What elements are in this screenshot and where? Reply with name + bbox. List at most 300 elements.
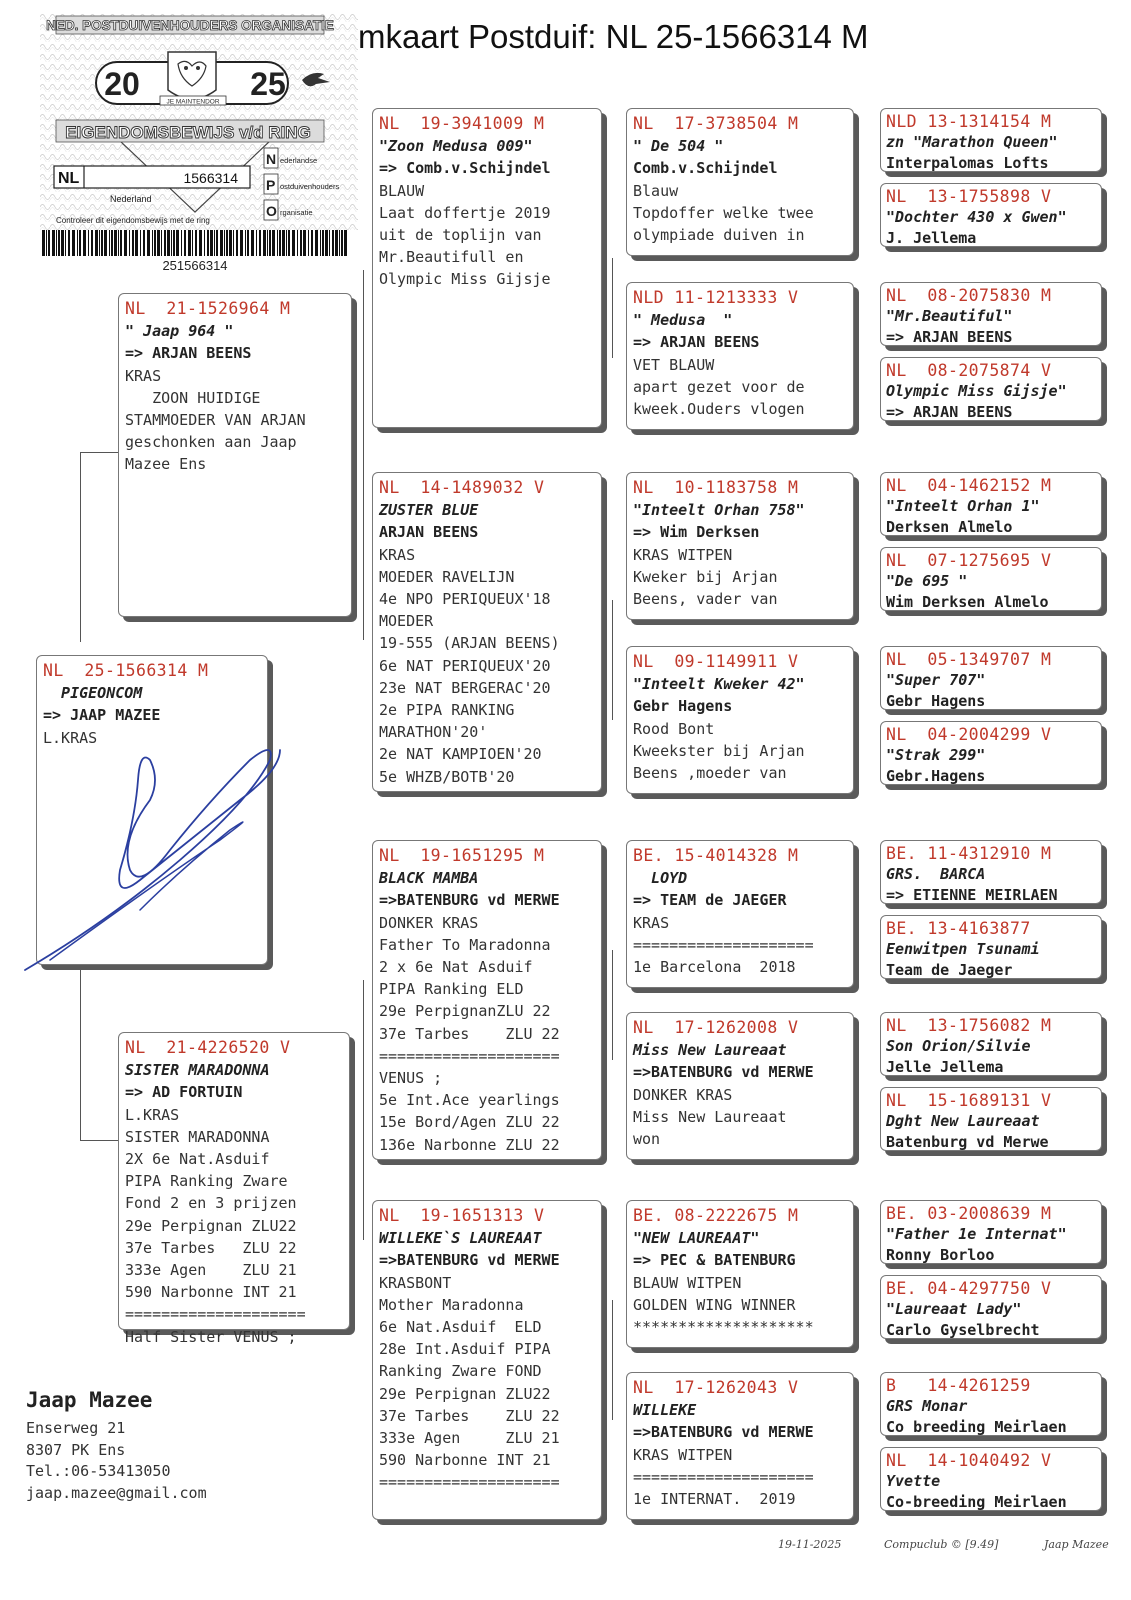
- pigeon-note: Miss New Laureaat: [633, 1107, 787, 1126]
- pigeon-card-fff: [626, 108, 854, 256]
- pigeon-owner: => PEC & BATENBURG: [633, 1251, 796, 1270]
- pigeon-owner: => ARJAN BEENS: [633, 333, 760, 352]
- npo-n-text: ederlandse: [280, 156, 318, 165]
- owner-city: 8307 PK Ens: [26, 1440, 126, 1459]
- barcode-bar: [332, 230, 334, 256]
- pigeon-owner: Wim Derksen Almelo: [886, 593, 1049, 611]
- pigeon-note: ====================: [633, 1467, 814, 1486]
- connector-mother-parents: [363, 980, 364, 1240]
- barcode-bar: [216, 230, 218, 256]
- pigeon-owner: Jelle Jellema: [886, 1058, 1004, 1076]
- barcode: [42, 230, 347, 256]
- pigeon-pigeon-name: "De 695 ": [886, 572, 968, 590]
- page-title: mkaart Postduif: NL 25-1566314 M: [358, 18, 869, 55]
- pigeon-pigeon-name: "Inteelt Orhan 758": [633, 501, 805, 520]
- barcode-bar: [303, 230, 306, 256]
- ring-country: NL: [58, 170, 80, 187]
- pigeon-pigeon-name: " De 504 ": [633, 137, 724, 156]
- pigeon-note: VET BLAUW: [633, 355, 715, 374]
- pigeon-card-mmm: [626, 1372, 854, 1520]
- barcode-bar: [325, 230, 328, 256]
- barcode-bar: [118, 230, 119, 256]
- pigeon-note: Rood Bont: [633, 719, 715, 738]
- barcode-bar: [288, 230, 290, 256]
- npo-o-text: rganisatie: [280, 208, 313, 217]
- pigeon-card-g7: [880, 646, 1102, 710]
- barcode-bar: [199, 230, 202, 256]
- pigeon-ring-number: NL 13-1756082 M: [886, 1016, 1052, 1035]
- pigeon-ring-number: NL 17-1262043 V: [633, 1378, 799, 1397]
- pigeon-owner: => ARJAN BEENS: [886, 403, 1013, 421]
- barcode-bar: [341, 230, 343, 256]
- connector-fm-parents: [612, 600, 613, 720]
- barcode-bar: [259, 230, 261, 256]
- pigeon-pigeon-name: "NEW LAUREAAT": [633, 1229, 760, 1248]
- owner-name: Jaap Mazee: [26, 1388, 153, 1412]
- connector-mother: [80, 1140, 118, 1141]
- pigeon-pigeon-name: SISTER MARADONNA: [125, 1061, 270, 1080]
- pigeon-pigeon-name: Son Orion/Silvie: [886, 1037, 1031, 1055]
- pigeon-owner: Ronny Borloo: [886, 1246, 995, 1264]
- signature: [20, 720, 380, 980]
- barcode-bar: [154, 230, 156, 256]
- pigeon-note: MOEDER RAVELIJN: [379, 567, 515, 586]
- pigeon-note: SISTER MARADONNA: [125, 1127, 270, 1146]
- pigeon-note: KRAS WITPEN: [633, 1445, 733, 1464]
- footer-date: 19-11-2025: [778, 1538, 842, 1551]
- pigeon-note: L.KRAS: [125, 1105, 180, 1124]
- pigeon-pigeon-name: "Inteelt Kweker 42": [633, 675, 805, 694]
- pigeon-pigeon-name: ZUSTER BLUE: [379, 501, 479, 520]
- pigeon-card-mfm: [626, 1012, 854, 1160]
- pigeon-note: ********************: [633, 1318, 814, 1337]
- pigeon-note: 29e Perpignan ZLU22: [379, 1384, 551, 1403]
- barcode-bar: [204, 230, 205, 256]
- pigeon-ring-number: NLD 11-1213333 V: [633, 288, 799, 307]
- pigeon-card-mmf: [626, 1200, 854, 1348]
- pigeon-note: KRAS: [633, 913, 670, 932]
- barcode-bar: [48, 230, 50, 256]
- pigeon-card-g14: [880, 1275, 1102, 1339]
- barcode-bar: [129, 230, 130, 256]
- svg-text:N: N: [266, 151, 277, 167]
- barcode-bar: [109, 230, 110, 256]
- pigeon-pigeon-name: GRS. BARCA: [886, 865, 986, 883]
- pigeon-ring-number: NL 04-1462152 M: [886, 476, 1052, 495]
- pigeon-ring-number: NL 09-1149911 V: [633, 652, 799, 671]
- barcode-bar: [52, 230, 55, 256]
- pigeon-note: 5e Int.Ace yearlings: [379, 1091, 560, 1110]
- footer-author: Jaap Mazee: [1044, 1538, 1109, 1551]
- barcode-bar: [181, 230, 182, 256]
- pigeon-card-g6: [880, 547, 1102, 611]
- barcode-bar: [132, 230, 134, 256]
- pigeon-pigeon-name: " Medusa ": [633, 311, 733, 330]
- ring-year-right: 25: [250, 66, 286, 102]
- pigeon-note: Kweekster bij Arjan: [633, 741, 805, 760]
- barcode-bar: [214, 230, 215, 256]
- pigeon-ring-number: BE. 13-4163877: [886, 919, 1031, 938]
- pigeon-note: KRAS WITPEN: [633, 545, 733, 564]
- pigeon-ring-number: NL 19-1651313 V: [379, 1206, 545, 1225]
- pigeon-card-mff: [626, 840, 854, 988]
- barcode-bar: [167, 230, 170, 256]
- barcode-bar: [164, 230, 166, 256]
- barcode-bar: [95, 230, 98, 256]
- lion-crest-icon: [168, 52, 216, 99]
- barcode-bar: [184, 230, 186, 256]
- barcode-bar: [339, 230, 340, 256]
- pigeon-note: 6e NAT PERIQUEUX'20: [379, 656, 551, 675]
- pigeon-note: STAMMOEDER VAN ARJAN: [125, 411, 306, 430]
- pigeon-note: 2e PIPA RANKING: [379, 701, 515, 720]
- barcode-bar: [297, 230, 298, 256]
- barcode-bar: [58, 230, 60, 256]
- ring-country-full: Nederland: [110, 194, 152, 204]
- pigeon-pigeon-name: "Inteelt Orhan 1": [886, 497, 1040, 515]
- pigeon-card-g10: [880, 915, 1102, 979]
- ring-maker: JE MAINTENDOR: [166, 98, 220, 106]
- pigeon-note: 37e Tarbes ZLU 22: [379, 1024, 560, 1043]
- connector-subject-mother: [80, 958, 81, 1140]
- barcode-bar: [171, 230, 172, 256]
- pigeon-owner: => AD FORTUIN: [125, 1083, 243, 1102]
- barcode-bar: [104, 230, 107, 256]
- pigeon-pigeon-name: Dght New Laureaat: [886, 1112, 1040, 1130]
- pigeon-ring-number: BE. 04-4297750 V: [886, 1279, 1052, 1298]
- barcode-bar: [91, 230, 93, 256]
- barcode-bar: [120, 230, 122, 256]
- barcode-bar: [56, 230, 57, 256]
- pigeon-note: PIPA Ranking Zware: [125, 1172, 288, 1191]
- pigeon-note: Olympic Miss Gijsje: [379, 270, 551, 289]
- connector-mf-parents: [612, 950, 613, 1060]
- pigeon-ring-number: NL 13-1755898 V: [886, 187, 1052, 206]
- barcode-bar: [272, 230, 275, 256]
- pigeon-owner: =>BATENBURG vd MERWE: [633, 1423, 814, 1442]
- pigeon-card-father: [118, 293, 352, 617]
- barcode-bar: [236, 230, 238, 256]
- pigeon-owner: Co-breeding Meirlaen: [886, 1493, 1067, 1511]
- pigeon-card-g13: [880, 1200, 1102, 1264]
- pigeon-note: DONKER KRAS: [379, 913, 479, 932]
- pigeon-note: KRASBONT: [379, 1273, 452, 1292]
- pigeon-note: won: [633, 1130, 661, 1149]
- pigeon-card-ff: [372, 108, 602, 428]
- barcode-bar: [251, 230, 254, 256]
- pigeon-note: Mother Maradonna: [379, 1295, 524, 1314]
- pigeon-note: ====================: [379, 1046, 560, 1065]
- pigeon-ring-number: NL 15-1689131 V: [886, 1091, 1052, 1110]
- pigeon-note: ====================: [633, 935, 814, 954]
- pigeon-note: 2 x 6e Nat Asduif: [379, 958, 533, 977]
- pigeon-owner: Co breeding Meirlaen: [886, 1418, 1067, 1436]
- pigeon-owner: => ETIENNE MEIRLAEN: [886, 886, 1058, 904]
- pigeon-card-g12: [880, 1087, 1102, 1151]
- ring-certificate-graphic: [40, 12, 358, 274]
- pigeon-note: BLAUW WITPEN: [633, 1273, 742, 1292]
- pigeon-pigeon-name: "Mr.Beautiful": [886, 307, 1013, 325]
- pigeon-note: 2e NAT KAMPIOEN'20: [379, 745, 542, 764]
- owner-street: Enserweg 21: [26, 1419, 126, 1437]
- svg-text:P: P: [266, 177, 276, 193]
- pigeon-note: 37e Tarbes ZLU 22: [379, 1406, 560, 1425]
- pigeon-owner: =>BATENBURG vd MERWE: [633, 1063, 814, 1082]
- pigeon-card-g15: [880, 1372, 1102, 1436]
- pigeon-note: Half Sister VENUS ;: [125, 1327, 297, 1346]
- pigeon-note: Beens ,moeder van: [633, 764, 787, 783]
- pigeon-note: 136e Narbonne ZLU 22: [379, 1135, 560, 1154]
- pigeon-note: MOEDER: [379, 612, 434, 631]
- pigeon-ring-number: NL 14-1040492 V: [886, 1451, 1052, 1470]
- barcode-bar: [99, 230, 100, 256]
- pigeon-owner: => Comb.v.Schijndel: [379, 159, 551, 178]
- barcode-bar: [161, 230, 162, 256]
- ring-org-text: NED. POSTDUIVENHOUDERS ORGANISATIE: [46, 18, 334, 33]
- pigeon-note: VENUS ;: [379, 1069, 443, 1088]
- pigeon-note: Laat doffertje 2019: [379, 203, 551, 222]
- connector-mm-parents: [612, 1300, 613, 1420]
- pigeon-note: Fond 2 en 3 prijzen: [125, 1194, 297, 1213]
- barcode-bar: [173, 230, 175, 256]
- pigeon-card-g3: [880, 282, 1102, 346]
- pigeon-note: Kweker bij Arjan: [633, 567, 778, 586]
- barcode-bar: [229, 230, 232, 256]
- barcode-bar: [79, 230, 81, 256]
- ring-year-left: 20: [104, 66, 140, 102]
- barcode-bar: [140, 230, 141, 256]
- owner-email: jaap.mazee@gmail.com: [26, 1483, 207, 1502]
- pigeon-ring-number: NL 19-3941009 M: [379, 114, 545, 133]
- connector-father: [80, 452, 118, 453]
- pigeon-owner: Derksen Almelo: [886, 518, 1013, 536]
- pigeon-note: 15e Bord/Agen ZLU 22: [379, 1113, 560, 1132]
- pigeon-note: 28e Int.Asduif PIPA: [379, 1340, 551, 1359]
- barcode-bar: [220, 230, 223, 256]
- pigeon-card-g5: [880, 472, 1102, 536]
- pigeon-card-mm: [372, 1200, 602, 1520]
- svg-text:O: O: [266, 203, 277, 219]
- pigeon-ring-number: NL 08-2075874 V: [886, 361, 1052, 380]
- barcode-bar: [322, 230, 324, 256]
- barcode-bar: [143, 230, 145, 256]
- pigeon-card-g9: [880, 840, 1102, 904]
- pigeon-note: 5e WHZB/BOTB'20: [379, 767, 515, 786]
- pigeon-owner: => JAAP MAZEE: [43, 706, 161, 725]
- pigeon-ring-number: NL 10-1183758 M: [633, 478, 799, 497]
- pigeon-ring-number: BE. 15-4014328 M: [633, 846, 799, 865]
- pigeon-note: 6e Nat.Asduif ELD: [379, 1318, 542, 1337]
- barcode-bar: [42, 230, 45, 256]
- pigeon-card-ffm: [626, 282, 854, 430]
- pigeon-owner: Comb.v.Schijndel: [633, 159, 778, 178]
- pigeon-card-fmf: [626, 472, 854, 620]
- pigeon-card-g1: [880, 108, 1102, 172]
- pigeon-owner: Gebr Hagens: [633, 697, 733, 716]
- footer-software: Compuclub © [9.49]: [884, 1538, 999, 1551]
- pigeon-note: 590 Narbonne INT 21: [125, 1283, 297, 1302]
- pigeon-note: KRAS: [125, 366, 162, 385]
- pigeon-owner: => ARJAN BEENS: [125, 344, 252, 363]
- pigeon-pigeon-name: BLACK MAMBA: [379, 869, 479, 888]
- barcode-bar: [344, 230, 347, 256]
- barcode-bar: [226, 230, 228, 256]
- barcode-bar: [277, 230, 278, 256]
- pigeon-pigeon-name: "Zoon Medusa 009": [379, 137, 533, 156]
- pigeon-pigeon-name: " Jaap 964 ": [125, 322, 234, 341]
- pigeon-card-g16: [880, 1447, 1102, 1511]
- pigeon-ring-number: NL 21-1526964 M: [125, 299, 291, 318]
- barcode-bar: [83, 230, 86, 256]
- barcode-bar: [46, 230, 47, 256]
- barcode-number: 251566314: [162, 258, 228, 273]
- barcode-bar: [233, 230, 234, 256]
- pigeon-note: 1e INTERNAT. 2019: [633, 1490, 796, 1509]
- barcode-bar: [101, 230, 103, 256]
- barcode-bar: [61, 230, 64, 256]
- pigeon-owner: =>BATENBURG vd MERWE: [379, 891, 560, 910]
- pigeon-ring-number: NL 25-1566314 M: [43, 661, 209, 680]
- pigeon-owner: => ARJAN BEENS: [886, 328, 1013, 346]
- pigeon-owner: J. Jellema: [886, 229, 977, 247]
- pigeon-ring-number: NL 08-2075830 M: [886, 286, 1052, 305]
- barcode-bar: [77, 230, 78, 256]
- pigeon-ring-number: BE. 11-4312910 M: [886, 844, 1052, 863]
- pigeon-owner: Gebr Hagens: [886, 692, 986, 710]
- owner-address: [26, 1388, 207, 1504]
- barcode-bar: [247, 230, 249, 256]
- barcode-bar: [224, 230, 225, 256]
- pigeon-note: ZOON HUIDIGE: [125, 388, 261, 407]
- npo-p-text: ostduivenhouders: [280, 182, 340, 191]
- barcode-bar: [269, 230, 271, 256]
- barcode-bar: [329, 230, 330, 256]
- pigeon-card-fmm: [626, 646, 854, 794]
- barcode-bar: [207, 230, 209, 256]
- owner-phone: Tel.:06-53413050: [26, 1462, 171, 1480]
- pigeon-note: 333e Agen ZLU 21: [125, 1261, 297, 1280]
- pigeon-pigeon-name: GRS Monar: [886, 1397, 968, 1415]
- pigeon-note: Blauw: [633, 181, 679, 200]
- pigeon-note: ====================: [379, 1473, 560, 1492]
- barcode-bar: [263, 230, 266, 256]
- connector-ff-parents: [612, 258, 613, 358]
- connector-subject-father: [80, 452, 81, 642]
- pigeon-ring-number: NL 19-1651295 M: [379, 846, 545, 865]
- pigeon-ring-number: NL 14-1489032 V: [379, 478, 545, 497]
- pigeon-pigeon-name: zn "Marathon Queen": [886, 133, 1058, 151]
- ring-label: EIGENDOMSBEWIJS v/d RING: [65, 123, 311, 142]
- pigeon-owner: Carlo Gyselbrecht: [886, 1321, 1040, 1339]
- barcode-bar: [88, 230, 89, 256]
- pigeon-pigeon-name: Eenwitpen Tsunami: [886, 940, 1040, 958]
- pigeon-ring-number: B 14-4261259: [886, 1376, 1031, 1395]
- pigeon-note: L.KRAS: [43, 728, 98, 747]
- pigeon-card-g11: [880, 1012, 1102, 1076]
- pigeon-note: uit de toplijn van: [379, 226, 542, 245]
- pigeon-card-g8: [880, 721, 1102, 785]
- pigeon-pigeon-name: PIGEONCOM: [43, 684, 143, 703]
- pigeon-note: 2X 6e Nat.Asduif: [125, 1150, 270, 1169]
- barcode-bar: [111, 230, 113, 256]
- pigeon-pigeon-name: "Strak 299": [886, 746, 986, 764]
- pigeon-owner: Interpalomas Lofts: [886, 154, 1049, 172]
- pigeon-note: Mr.Beautifull en: [379, 248, 524, 267]
- pigeon-owner: Gebr.Hagens: [886, 767, 986, 785]
- barcode-bar: [279, 230, 281, 256]
- pigeon-note: 4e NPO PERIQUEUX'18: [379, 590, 551, 609]
- pigeon-card-mf: [372, 840, 602, 1160]
- barcode-bar: [286, 230, 287, 256]
- pigeon-card-g4: [880, 357, 1102, 421]
- pigeon-note: Topdoffer welke twee: [633, 203, 814, 222]
- ring-number: 1566314: [183, 170, 238, 186]
- ring-check-text: Controleer dit eigendomsbewijs met de ring: [56, 216, 210, 225]
- pigeon-note: Ranking Zware FOND: [379, 1362, 542, 1381]
- pigeon-pigeon-name: LOYD: [633, 869, 688, 888]
- pigeon-pigeon-name: "Father 1e Internat": [886, 1225, 1067, 1243]
- barcode-bar: [282, 230, 285, 256]
- pigeon-pigeon-name: "Dochter 430 x Gwen": [886, 208, 1067, 226]
- pigeon-note: 333e Agen ZLU 21: [379, 1429, 560, 1448]
- pigeon-note: BLAUW: [379, 181, 425, 200]
- pigeon-note: kweek.Ouders vlogen: [633, 400, 805, 419]
- pigeon-note: 37e Tarbes ZLU 22: [125, 1238, 297, 1257]
- pigeon-note: 1e Barcelona 2018: [633, 958, 796, 977]
- ring-certificate: [40, 12, 358, 274]
- pigeon-note: PIPA Ranking ELD: [379, 980, 524, 999]
- pigeon-pigeon-name: Yvette: [886, 1472, 941, 1490]
- barcode-bar: [292, 230, 295, 256]
- pigeon-card-g2: [880, 183, 1102, 247]
- barcode-bar: [176, 230, 179, 256]
- pigeon-note: 23e NAT BERGERAC'20: [379, 678, 551, 697]
- pigeon-owner: Batenburg vd Merwe: [886, 1133, 1049, 1151]
- pigeon-card-fm: [372, 472, 602, 792]
- barcode-bar: [152, 230, 153, 256]
- barcode-bar: [147, 230, 150, 256]
- pigeon-owner: ARJAN BEENS: [379, 523, 479, 542]
- pigeon-note: apart gezet voor de: [633, 377, 805, 396]
- pigeon-note: 19-555 (ARJAN BEENS): [379, 634, 560, 653]
- barcode-bar: [308, 230, 309, 256]
- barcode-bar: [256, 230, 257, 256]
- pigeon-card-mother: [118, 1032, 350, 1346]
- barcode-bar: [335, 230, 338, 256]
- barcode-bar: [192, 230, 193, 256]
- barcode-bar: [114, 230, 117, 256]
- barcode-bar: [124, 230, 127, 256]
- pigeon-owner: Team de Jaeger: [886, 961, 1013, 979]
- pigeon-note: Beens, vader van: [633, 590, 778, 609]
- pigeon-pigeon-name: Miss New Laureaat: [633, 1041, 787, 1060]
- pigeon-ring-number: NL 07-1275695 V: [886, 551, 1052, 570]
- pigeon-ring-number: NL 21-4226520 V: [125, 1038, 291, 1057]
- pigeon-note: ====================: [125, 1305, 306, 1324]
- pigeon-note: olympiade duiven in: [633, 226, 805, 245]
- pigeon-note: Father To Maradonna: [379, 935, 551, 954]
- pigeon-ring-number: NL 05-1349707 M: [886, 650, 1052, 669]
- pigeon-ring-number: BE. 08-2222675 M: [633, 1206, 799, 1225]
- barcode-bar: [72, 230, 75, 256]
- pigeon-owner: => TEAM de JAEGER: [633, 891, 787, 910]
- barcode-bar: [195, 230, 197, 256]
- pigeon-ring-number: NL 17-1262008 V: [633, 1018, 799, 1037]
- pigeon-ring-number: BE. 03-2008639 M: [886, 1204, 1052, 1223]
- pigeon-pigeon-name: WILLEKE`S LAUREAAT: [379, 1229, 542, 1248]
- pigeon-pigeon-name: "Super 707": [886, 671, 986, 689]
- barcode-bar: [300, 230, 302, 256]
